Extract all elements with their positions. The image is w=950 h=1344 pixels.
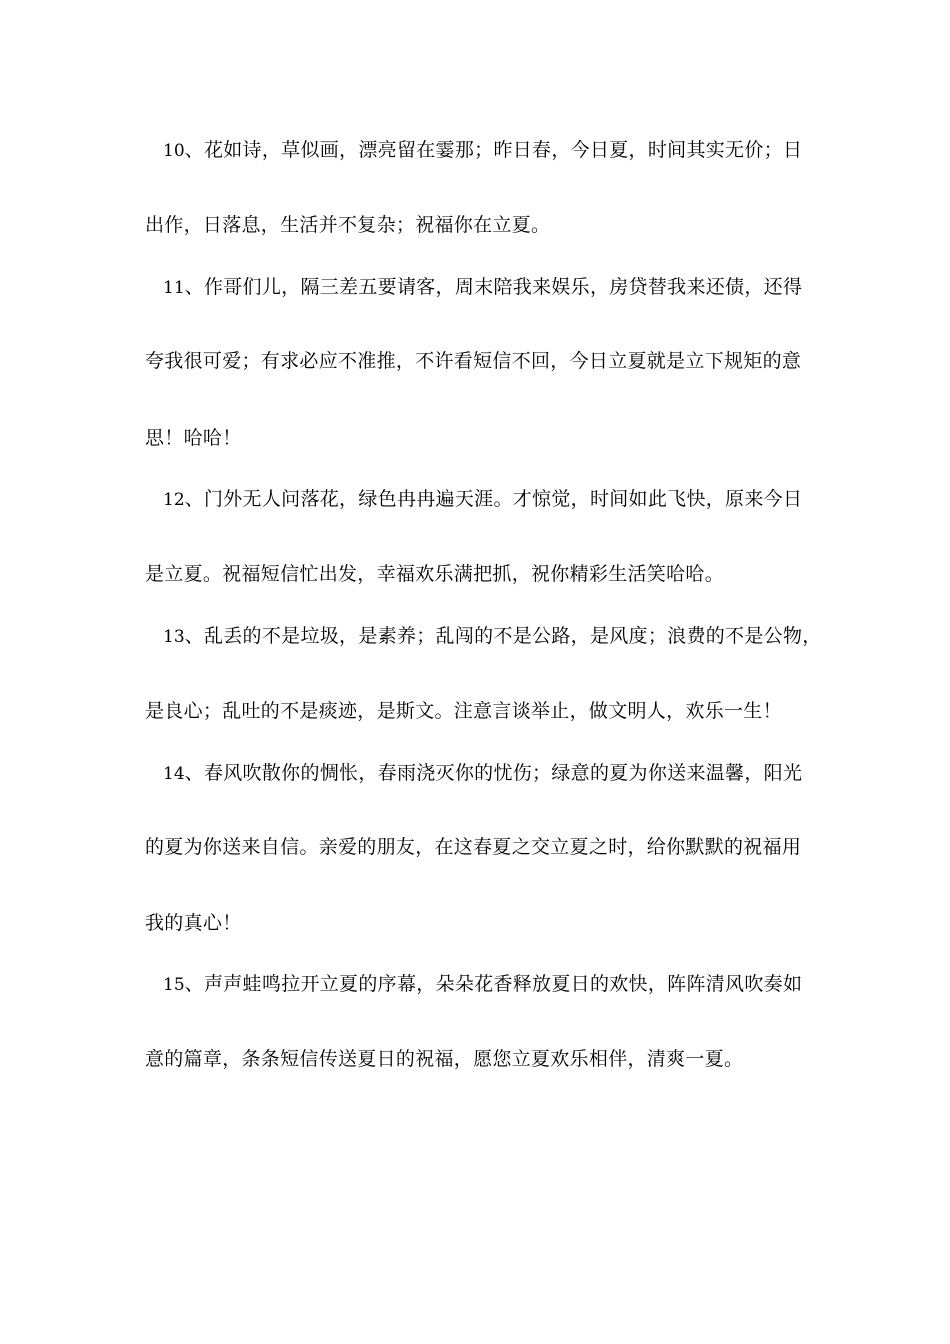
item-number: 15	[163, 975, 185, 995]
paragraph-text: 、作哥们儿，隔三差五要请客，周末陪我来娱乐，房贷替我来还债，还得	[184, 276, 803, 298]
item-number: 14	[163, 764, 185, 784]
paragraph-12-line-2: 是立夏。祝福短信忙出发，幸福欢乐满把抓，祝你精彩生活笑哈哈。	[145, 563, 725, 585]
paragraph-text: 、乱丢的不是垃圾，是素养；乱闯的不是公路，是风度；浪费的不是公物，	[184, 625, 822, 647]
paragraph-10-line-2: 出作，日落息，生活并不复杂；祝福你在立夏。	[145, 214, 551, 236]
item-number: 12	[163, 490, 185, 510]
paragraph-11-line-1	[163, 274, 833, 301]
paragraph-14-line-2: 的夏为你送来自信。亲爱的朋友，在这春夏之交立夏之时，给你默默的祝福用	[145, 836, 802, 858]
paragraph-11-line-3: 思！哈哈！	[145, 427, 242, 449]
item-number: 10	[163, 141, 185, 161]
paragraph-12-line-1	[163, 486, 833, 513]
paragraph-text: 、门外无人问落花，绿色冉冉遍天涯。才惊觉，时间如此飞快，原来今日	[184, 488, 803, 510]
paragraph-11-line-2: 夸我很可爱；有求必应不准推，不许看短信不回，今日立夏就是立下规矩的意	[145, 350, 802, 372]
paragraph-text: 、春风吹散你的惆怅，春雨浇灭你的忧伤；绿意的夏为你送来温馨，阳光	[184, 762, 803, 784]
paragraph-text: 、花如诗，草似画，漂亮留在霎那；昨日春，今日夏，时间其实无价；日	[184, 139, 803, 161]
paragraph-14-line-1	[163, 760, 833, 787]
item-number: 13	[163, 627, 185, 647]
paragraph-text: 、声声蛙鸣拉开立夏的序幕，朵朵花香释放夏日的欢快，阵阵清风吹奏如	[184, 973, 803, 995]
paragraph-13-line-2: 是良心；乱吐的不是痰迹，是斯文。注意言谈举止，做文明人，欢乐一生！	[145, 700, 782, 722]
paragraph-10-line-1	[163, 137, 833, 164]
paragraph-13-line-1	[163, 623, 833, 650]
paragraph-15-line-1	[163, 971, 833, 998]
item-number: 11	[163, 278, 185, 298]
paragraph-15-line-2: 意的篇章，条条短信传送夏日的祝福，愿您立夏欢乐相伴，清爽一夏。	[145, 1048, 744, 1070]
paragraph-14-line-3: 我的真心！	[145, 912, 242, 934]
